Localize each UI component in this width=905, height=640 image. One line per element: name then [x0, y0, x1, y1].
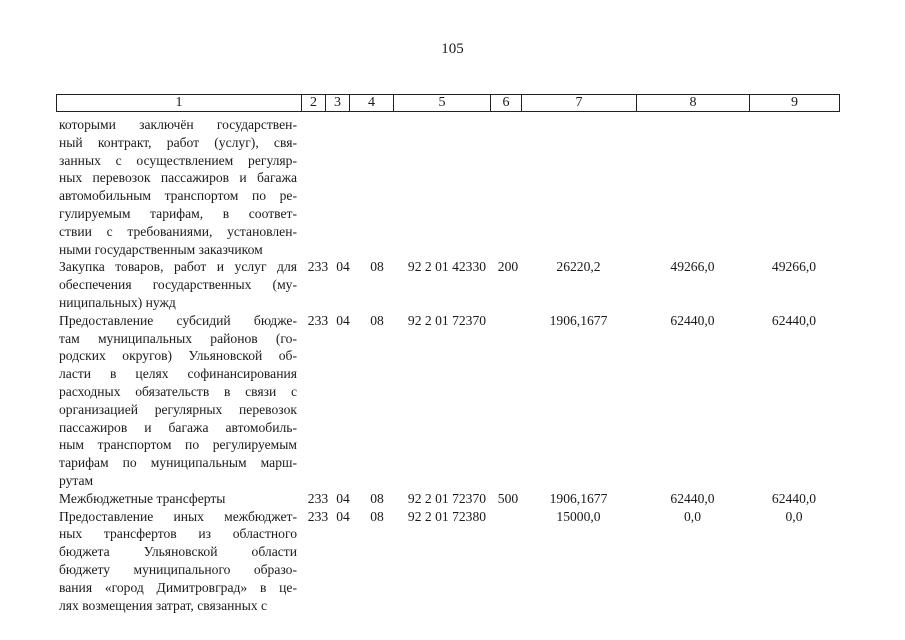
cell-c3: 04	[336, 259, 350, 275]
description-line: ниципальных) нужд	[59, 294, 176, 310]
description-line: тарифам по муниципальным марш-	[59, 455, 297, 471]
cell-c6: 200	[497, 259, 519, 275]
cell-c5: 92 2 01 42330	[407, 259, 487, 275]
header-col-4: 4	[350, 95, 394, 111]
cell-c4: 08	[370, 312, 384, 328]
description-line: пассажиров и багажа автомобиль-	[59, 419, 297, 435]
header-col-7: 7	[522, 95, 637, 111]
description-line: бюджету муниципального образо-	[59, 561, 297, 577]
cell-c8: 0,0	[684, 508, 701, 524]
description-line: рутам	[59, 472, 94, 488]
cell-c5: 92 2 01 72380	[407, 508, 487, 524]
description-line: ласти в целях софинансирования	[59, 366, 297, 382]
cell-c7: 1906,1677	[549, 312, 608, 328]
description-line: родских округов) Ульяновской об-	[59, 348, 297, 364]
cell-c2: 233	[307, 508, 329, 524]
description-line: ный контракт, работ (услуг), свя-	[59, 134, 297, 150]
cell-c3: 04	[336, 312, 350, 328]
header-col-3: 3	[326, 95, 350, 111]
header-col-9: 9	[791, 95, 798, 110]
table-header	[56, 94, 840, 112]
description-line: обеспечения государственных (му-	[59, 277, 297, 293]
description-line: ным транспортом по регулируемым	[59, 437, 297, 453]
row-description	[59, 116, 297, 258]
description-line: гулируемым тарифам, в соответ-	[59, 205, 297, 221]
cell-c7: 15000,0	[556, 508, 601, 524]
cell-c9: 62440,0	[771, 490, 817, 506]
cell-c4: 08	[370, 259, 384, 275]
cell-c9: 62440,0	[771, 312, 817, 328]
cell-c7: 26220,2	[556, 259, 601, 275]
header-col-6: 6	[491, 95, 522, 111]
description-line: занных с осуществлением регуляр-	[59, 152, 297, 168]
cell-c9: 0,0	[785, 508, 803, 524]
description-line: Межбюджетные трансферты	[59, 490, 226, 506]
cell-c4: 08	[370, 490, 384, 506]
cell-c2: 233	[307, 490, 329, 506]
cell-c3: 04	[336, 490, 350, 506]
description-line: организацией регулярных перевозок	[59, 401, 297, 417]
row-description	[59, 258, 297, 311]
description-line: вания «город Димитровград» в це-	[59, 579, 297, 595]
cell-c7: 1906,1677	[549, 490, 608, 506]
cell-c5: 92 2 01 72370	[407, 490, 487, 506]
cell-c6: 500	[497, 490, 519, 506]
cell-c5: 92 2 01 72370	[407, 312, 487, 328]
description-line: ных трансфертов из областного	[59, 526, 297, 542]
description-line: ствии с требованиями, установлен-	[59, 223, 297, 239]
description-line: расходных обязательств в связи с	[59, 383, 297, 399]
cell-c8: 62440,0	[670, 312, 715, 328]
description-line: Закупка товаров, работ и услуг для	[59, 259, 297, 275]
header-col-5: 5	[394, 95, 491, 111]
cell-c4: 08	[370, 508, 384, 524]
description-line: Предоставление субсидий бюдже-	[59, 312, 297, 328]
description-line: бюджета Ульяновской области	[59, 544, 297, 560]
page-number: 105	[441, 41, 464, 57]
cell-c9: 49266,0	[771, 259, 817, 275]
cell-c2: 233	[307, 259, 329, 275]
description-line: которыми заключён государствен-	[59, 117, 297, 132]
description-line: автомобильным транспортом по ре-	[59, 188, 297, 204]
description-line: там муниципальных районов (го-	[59, 330, 297, 346]
row-description	[59, 312, 297, 490]
cell-c2: 233	[307, 312, 329, 328]
row-description	[59, 508, 297, 615]
description-line: лях возмещения затрат, связанных с	[59, 597, 268, 613]
cell-c3: 04	[336, 508, 350, 524]
description-line: ных перевозок пассажиров и багажа	[59, 170, 297, 186]
description-line: ными государственным заказчиком	[59, 241, 263, 257]
row-description	[59, 490, 297, 508]
description-line: Предоставление иных межбюджет-	[59, 508, 297, 524]
cell-c8: 62440,0	[670, 490, 715, 506]
cell-c8: 49266,0	[670, 259, 715, 275]
header-col-2: 2	[302, 95, 326, 111]
header-col-1: 1	[57, 95, 302, 111]
header-col-8: 8	[637, 95, 750, 111]
